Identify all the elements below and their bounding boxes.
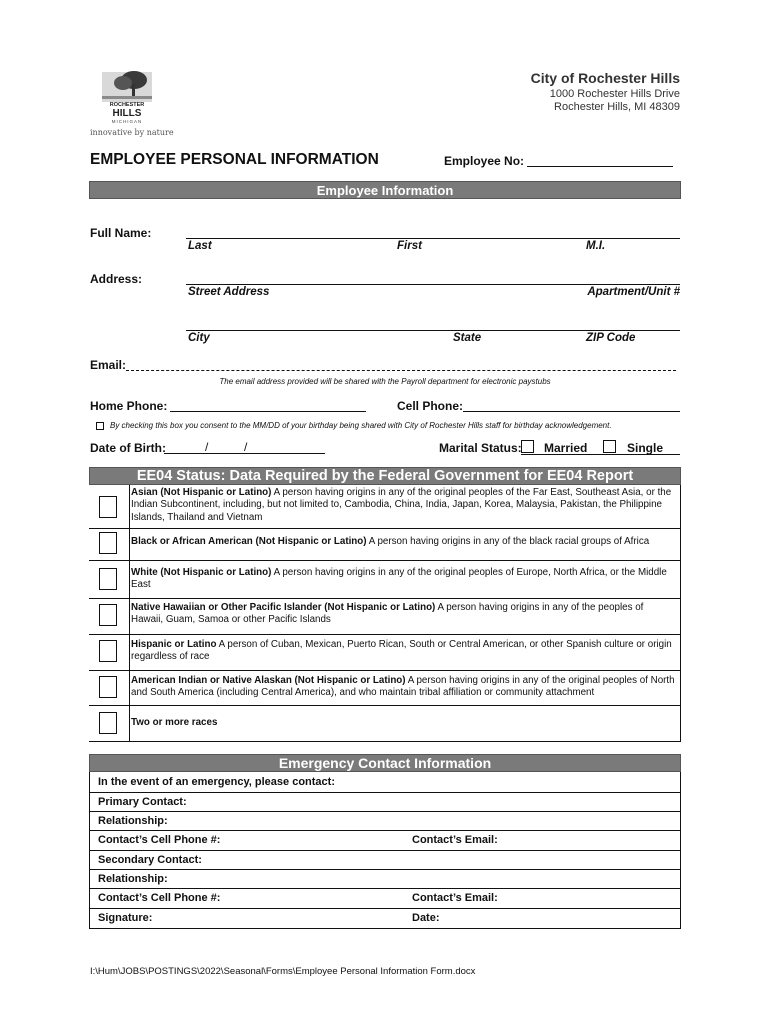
email-field[interactable] (126, 370, 676, 371)
last-name-caption: Last (188, 240, 212, 252)
primary-cell-label[interactable]: Contact’s Cell Phone #: (98, 834, 221, 846)
ee04-header: EE04 Status: Data Required by the Federal Government for EE04 Report (89, 467, 681, 485)
ee04-row-separator (89, 528, 681, 529)
date-label[interactable]: Date: (412, 912, 440, 924)
birthday-consent-checkbox[interactable] (96, 422, 104, 430)
primary-contact-label[interactable]: Primary Contact: (98, 796, 187, 808)
race-hispanic-checkbox[interactable] (99, 640, 117, 662)
secondary-email-label[interactable]: Contact’s Email: (412, 892, 498, 904)
logo-text-top: ROCHESTER (109, 102, 145, 108)
ee04-row-separator (89, 560, 681, 561)
ec-row-separator (89, 888, 681, 889)
street-address-caption: Street Address (188, 286, 270, 298)
ee04-table-divider (129, 485, 130, 742)
race-white-text (131, 567, 676, 592)
single-checkbox[interactable] (603, 440, 616, 453)
secondary-cell-label[interactable]: Contact’s Cell Phone #: (98, 892, 221, 904)
race-asian-text (131, 487, 676, 524)
logo-tagline: innovative by nature (90, 128, 174, 137)
footer-file-path: I:\Hum\JOBS\POSTINGS\2022\Seasonal\Forms\Employee Personal Information Form.docx (90, 966, 476, 977)
ee04-row-separator (89, 598, 681, 599)
race-white-checkbox[interactable] (99, 568, 117, 590)
race-title: White (Not Hispanic or Latino) (131, 567, 272, 578)
dob-separator: / (205, 440, 209, 454)
ec-row-separator (89, 850, 681, 851)
race-american-indian-checkbox[interactable] (99, 676, 117, 698)
race-desc: A person of Cuban, Mexican, Puerto Rican, South or Central American, or other Spanish culture or origin regardless of race (131, 639, 672, 663)
cell-phone-field[interactable] (463, 411, 680, 412)
ec-row-separator (89, 869, 681, 870)
race-hispanic-text (131, 639, 676, 664)
race-desc: A person having origins in any of the original peoples of Europe, North Africa, or the Middle East (131, 567, 667, 591)
race-two-or-more-text (131, 717, 676, 729)
ee04-row-separator (89, 705, 681, 706)
primary-relationship-label[interactable]: Relationship: (98, 815, 168, 827)
ec-row-separator (89, 792, 681, 793)
ee04-row-separator (89, 670, 681, 671)
home-phone-field[interactable] (170, 411, 366, 412)
race-pacific-islander-text (131, 602, 676, 627)
married-label: Married (544, 441, 588, 455)
race-title: Hispanic or Latino (131, 639, 217, 650)
email-note: The email address provided will be shared with the Payroll department for electronic paystubs (219, 377, 551, 386)
primary-email-label[interactable]: Contact’s Email: (412, 834, 498, 846)
race-desc: A person having origins in any of the black racial groups of Africa (366, 536, 650, 547)
race-pacific-islander-checkbox[interactable] (99, 604, 117, 626)
secondary-relationship-label[interactable]: Relationship: (98, 873, 168, 885)
secondary-contact-label[interactable]: Secondary Contact: (98, 854, 202, 866)
city-address-line1: 1000 Rochester Hills Drive (549, 88, 680, 100)
race-title: American Indian or Native Alaskan (Not Hispanic or Latino) (131, 675, 406, 686)
ec-row-separator (89, 908, 681, 909)
dob-separator: / (244, 440, 248, 454)
apartment-caption: Apartment/Unit # (587, 286, 680, 298)
city-caption: City (188, 332, 210, 344)
email-label: Email: (90, 358, 127, 372)
city-logo (96, 66, 158, 126)
race-desc: A person having origins in any of the peoples of Hawaii, Guam, Samoa or other Pacific Islands (131, 602, 644, 626)
cell-phone-label: Cell Phone: (397, 399, 464, 413)
city-address-line2: Rochester Hills, MI 48309 (554, 101, 680, 113)
race-desc: Two or more races (131, 717, 218, 728)
address-label: Address: (90, 272, 143, 286)
middle-initial-caption: M.I. (586, 240, 606, 252)
first-name-caption: First (397, 240, 422, 252)
employee-no-field[interactable] (527, 166, 673, 167)
race-two-or-more-checkbox[interactable] (99, 712, 117, 734)
city-name: City of Rochester Hills (530, 70, 680, 86)
race-title: Native Hawaiian or Other Pacific Islander (Not Hispanic or Latino) (131, 602, 436, 613)
ec-row-separator (89, 811, 681, 812)
street-address-field[interactable] (186, 284, 680, 285)
zip-caption: ZIP Code (586, 332, 636, 344)
ec-row-separator (89, 830, 681, 831)
race-desc: A person having origins in any of the original peoples of North and South America (including Central America), and who maintain tribal affiliation or community attachment (131, 675, 675, 699)
logo-text-sub: MICHIGAN (111, 119, 143, 124)
signature-label[interactable]: Signature: (98, 912, 153, 924)
state-caption: State (453, 332, 482, 344)
race-asian-checkbox[interactable] (99, 496, 117, 518)
single-label: Single (627, 441, 664, 455)
home-phone-label: Home Phone: (90, 399, 168, 413)
marital-status-label: Marital Status: (439, 441, 522, 455)
race-desc: A person having origins in any of the original peoples of the Far East, Southeast Asia, or the Indian Subcontinent, including, but not limited to, Cambodia, China, India, Japan, Korea, Malaysia, Pakistan, the Philippine Islands, Thailand and Vietnam (131, 487, 672, 523)
employee-info-header: Employee Information (89, 181, 681, 199)
logo-text-main: HILLS (112, 108, 142, 119)
emergency-contact-header: Emergency Contact Information (89, 754, 681, 772)
employee-no-label: Employee No: (444, 154, 525, 168)
ee04-row-separator (89, 634, 681, 635)
married-checkbox[interactable] (521, 440, 534, 453)
race-black-text (131, 536, 676, 548)
form-title: EMPLOYEE PERSONAL INFORMATION (90, 151, 379, 168)
emergency-intro: In the event of an emergency, please contact: (98, 776, 335, 788)
city-state-zip-field[interactable] (186, 330, 680, 331)
full-name-field[interactable] (186, 238, 680, 239)
race-title: Asian (Not Hispanic or Latino) (131, 487, 272, 498)
race-title: Black or African American (Not Hispanic or Latino) (131, 536, 367, 547)
race-black-checkbox[interactable] (99, 532, 117, 554)
dob-label: Date of Birth: (90, 441, 166, 455)
race-american-indian-text (131, 675, 676, 700)
birthday-consent-text: By checking this box you consent to the MM/DD of your birthday being shared with City of Rochester Hills staff for birthday acknowledgement. (110, 421, 612, 430)
marital-status-line (521, 454, 680, 455)
full-name-label: Full Name: (90, 226, 152, 240)
